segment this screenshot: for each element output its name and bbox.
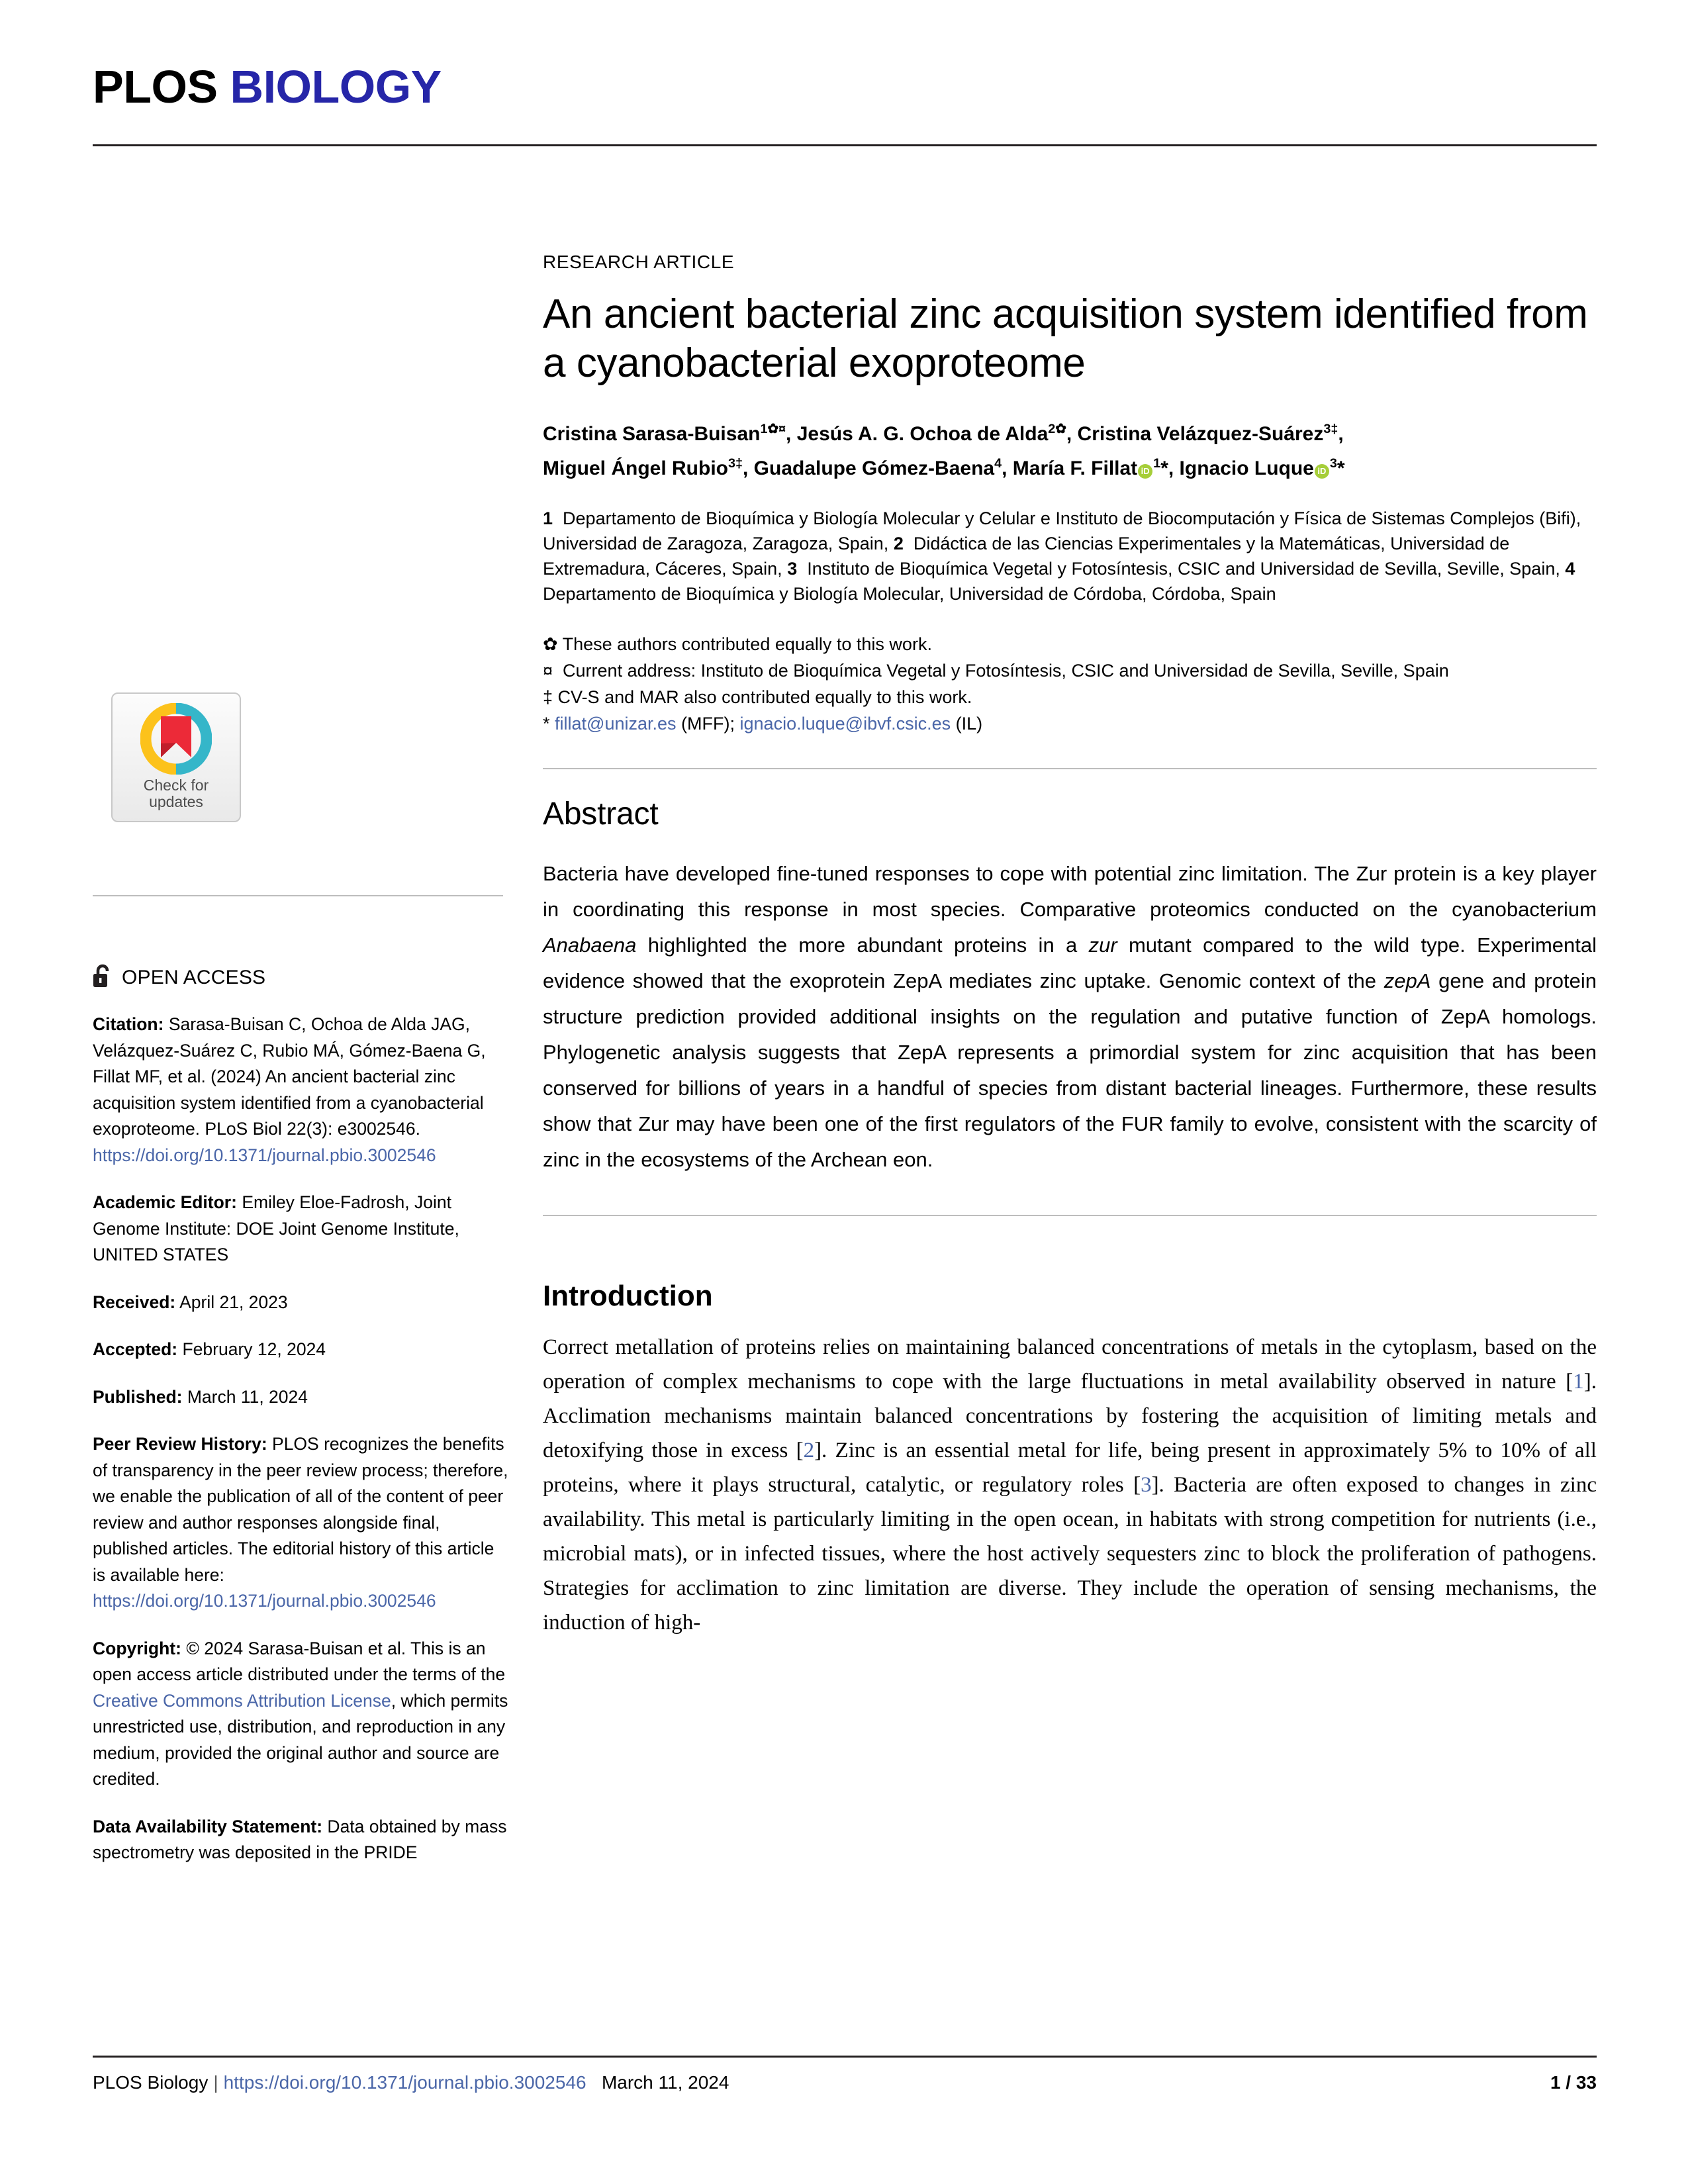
- peer-review-block: [93, 1431, 508, 1615]
- open-access-label: OPEN ACCESS: [122, 966, 266, 988]
- footer-divider: [93, 2056, 1597, 2058]
- academic-editor-text: Emiley Eloe-Fadrosh, Joint Genome Institute: DOE Joint Genome Institute, UNITED STATES: [93, 1192, 459, 1264]
- affil-3-text: Instituto de Bioquímica Vegetal y Fotosíntesis, CSIC and Universidad de Sevilla, Seville, Spain,: [807, 559, 1560, 579]
- note-equal-contribution-text: These authors contributed equally to this work.: [562, 634, 932, 654]
- abstract-italic-zur: zur: [1088, 933, 1117, 957]
- introduction-paragraph: [543, 1330, 1597, 1640]
- crossmark-label: [144, 777, 209, 810]
- open-lock-icon: [93, 963, 113, 992]
- logo-journal-text: BIOLOGY: [230, 61, 442, 113]
- author-sep-7: *: [1336, 457, 1345, 479]
- citation-ref-3[interactable]: 3: [1141, 1473, 1152, 1497]
- footer-separator: |: [213, 2072, 218, 2093]
- author-sep-5[interactable]: , María F. Fillat: [1002, 457, 1138, 479]
- author-5-sup: 4: [994, 456, 1002, 471]
- copyright-text-a: © 2024 Sarasa-Buisan et al. This is an open access article distributed under the terms of the: [93, 1638, 506, 1684]
- introduction-heading: Introduction: [543, 1280, 713, 1312]
- sidebar-divider: [93, 895, 503, 896]
- citation-block: [93, 1012, 508, 1168]
- received-date: April 21, 2023: [175, 1292, 288, 1312]
- author-list: [543, 414, 1597, 483]
- data-availability-text: Data obtained by mass spectrometry was deposited in the PRIDE: [93, 1816, 507, 1862]
- peer-review-text: PLOS recognizes the benefits of transparency in the peer review process; therefore, we enable the publication of all of the content of peer review and author responses alongside final, published articles. The editorial history of this article is available here:: [93, 1434, 508, 1585]
- abstract-seg-1: Bacteria have developed fine-tuned responses to cope with potential zinc limitation. The Zur protein is a key player in coordinating this response in most species. Comparative proteomics conducted on the cyanobacterium: [543, 862, 1597, 921]
- author-sep-6[interactable]: *, Ignacio Luque: [1160, 457, 1314, 479]
- accepted-date: February 12, 2024: [177, 1339, 326, 1359]
- plos-biology-logo[interactable]: [93, 61, 1595, 113]
- author-2-sup: 2✿: [1048, 422, 1066, 436]
- footer-journal-name: PLOS Biology: [93, 2072, 209, 2093]
- author-sep-4[interactable]: , Guadalupe Gómez-Baena: [743, 457, 995, 479]
- peer-review-link[interactable]: https://doi.org/10.1371/journal.pbio.3002546: [93, 1591, 436, 1611]
- author-6-sup: 1: [1153, 456, 1161, 471]
- abstract-seg-4: gene and protein structure prediction provided additional insights on the regulation and putative function of ZepA homologs. Phylogenetic analysis suggests that ZepA represents a primordial system for zinc acquisition that has been conserved for billions of years in a handful of species from distant bacterial lineages. Furthermore, these results show that Zur may have been one of the first regulators of the FUR family to evolve, consistent with the scarcity of zinc in the ecosystems of the Archean eon.: [543, 969, 1597, 1171]
- accepted-block: [93, 1337, 508, 1363]
- affil-4-num: 4: [1565, 559, 1575, 579]
- affil-2-text: Didáctica de las Ciencias Experimentales y la Matemáticas, Universidad de Extremadura, Cáceres, Spain,: [543, 534, 1510, 579]
- crossmark-icon: [140, 703, 212, 775]
- abstract-heading: Abstract: [543, 796, 659, 831]
- note-symbol-ddagger: ‡: [543, 687, 553, 707]
- data-availability-label: Data Availability Statement:: [93, 1816, 323, 1836]
- copyright-block: [93, 1636, 508, 1793]
- citation-text: Sarasa-Buisan C, Ochoa de Alda JAG, Velázquez-Suárez C, Rubio MÁ, Gómez-Baena G, Fillat MF, et al. (2024) An ancient bacterial zinc acquisition system identified from a cyanobacterial exoproteome. PLoS Biol 22(3): e3002546.: [93, 1014, 486, 1139]
- author-sep-2[interactable]: , Cristina Velázquez-Suárez: [1066, 423, 1324, 445]
- affil-1-num: 1: [543, 508, 553, 528]
- page-footer: [93, 2072, 1597, 2093]
- affil-2-num: 2: [893, 534, 904, 553]
- logo-plos-text: PLOS: [93, 61, 218, 113]
- note-current-address-text: Current address: Instituto de Bioquímica Vegetal y Fotosíntesis, CSIC and Universidad de Sevilla, Seville, Spain: [563, 661, 1449, 681]
- copyright-text-b: , which permits unrestricted use, distribution, and reproduction in any medium, provided the original author and source are credited.: [93, 1690, 508, 1789]
- footer-date: March 11, 2024: [601, 2072, 729, 2093]
- crossmark-line2: updates: [149, 793, 203, 810]
- page-title: An ancient bacterial zinc acquisition system identified from a cyanobacterial exoproteome: [543, 291, 1588, 386]
- author-sep-3: ,: [1338, 423, 1344, 445]
- affil-1-text: Departamento de Bioquímica y Biología Molecular y Celular e Instituto de Biocomputación y Física de Sistemas Complejos (Bifi), Universidad de Zaragoza, Zaragoza, Spain,: [543, 508, 1581, 553]
- author-sep-1[interactable]: , Jesús A. G. Ochoa de Alda: [786, 423, 1049, 445]
- accepted-label: Accepted:: [93, 1339, 178, 1359]
- received-block: [93, 1290, 508, 1316]
- affil-4-text: Departamento de Bioquímica y Biología Molecular, Universidad de Córdoba, Córdoba, Spain: [543, 584, 1276, 604]
- author-1-name[interactable]: Cristina Sarasa-Buisan: [543, 423, 761, 445]
- abstract-divider-bottom: [543, 1215, 1597, 1216]
- citation-doi-link[interactable]: https://doi.org/10.1371/journal.pbio.3002546: [93, 1145, 436, 1165]
- masthead: [93, 61, 1595, 113]
- footer-page-number: 1 / 33: [1550, 2072, 1597, 2093]
- citation-ref-1[interactable]: 1: [1573, 1370, 1584, 1394]
- email-1-initials: (MFF);: [681, 714, 735, 734]
- footer-left: [93, 2072, 729, 2093]
- article-metadata: [93, 1012, 508, 1887]
- note-current-address: [543, 658, 1597, 683]
- note-equal-contribution-2: [543, 685, 1597, 710]
- data-availability-block: [93, 1814, 508, 1866]
- note-symbol-asterisk: *: [543, 714, 550, 734]
- abstract-italic-zepa: zepA: [1383, 969, 1431, 992]
- footer-doi-link[interactable]: https://doi.org/10.1371/journal.pbio.3002546: [223, 2072, 586, 2093]
- intro-seg-3: ]. Zinc is an essential metal for life, being present in approximately 5% to 10% of all proteins, where it plays structural, catalytic, or regulatory roles [: [543, 1439, 1597, 1497]
- masthead-divider: [93, 144, 1597, 146]
- note-symbol-currency: ¤: [543, 661, 553, 681]
- orcid-icon[interactable]: iD: [1315, 464, 1329, 479]
- main-column: [543, 252, 1597, 1640]
- crossmark-badge[interactable]: [111, 692, 241, 822]
- open-access-block: [93, 963, 503, 992]
- author-1-sup: 1✿¤: [760, 422, 786, 436]
- peer-review-label: Peer Review History:: [93, 1434, 267, 1454]
- published-label: Published:: [93, 1386, 183, 1407]
- citation-ref-2[interactable]: 2: [803, 1439, 815, 1462]
- crossmark-line1: Check for: [143, 777, 209, 794]
- abstract-italic-anabaena: Anabaena: [543, 933, 637, 957]
- intro-seg-2: ]. Acclimation mechanisms maintain balanced concentrations by fostering the acquisition of limiting metals and detoxifying those in excess [: [543, 1370, 1597, 1462]
- intro-seg-4: ]. Bacteria are often exposed to changes in zinc availability. This metal is particularly limiting in the open ocean, in habitats with strong competition for nutrients (i.e., microbial mats), or in infected tissues, where the host actively sequesters zinc to block the proliferation of pathogens. Strategies for acclimation to zinc limitation are diverse. They include the operation of sensing mechanisms, the induction of high-: [543, 1473, 1597, 1635]
- published-date: March 11, 2024: [182, 1386, 308, 1407]
- academic-editor-block: [93, 1190, 508, 1268]
- academic-editor-label: Academic Editor:: [93, 1192, 237, 1212]
- author-7-sup: 3: [1329, 456, 1337, 471]
- note-symbol-flower: ✿: [543, 634, 558, 654]
- author-3-sup: 3‡: [1323, 422, 1338, 436]
- abstract-seg-2: highlighted the more abundant proteins in a: [636, 933, 1089, 957]
- intro-seg-1: Correct metallation of proteins relies on maintaining balanced concentrations of metals in the cytoplasm, based on the operation of complex mechanisms to cope with the large fluctuations in metal availability observed in nature [: [543, 1335, 1597, 1394]
- abstract-divider-top: [543, 768, 1597, 769]
- email-link-fillat[interactable]: fillat@unizar.es: [555, 714, 677, 734]
- citation-label: Citation:: [93, 1014, 164, 1034]
- copyright-label: Copyright:: [93, 1638, 181, 1658]
- orcid-icon[interactable]: iD: [1138, 464, 1152, 479]
- note-equal-contribution: [543, 632, 1597, 657]
- note-equal-contribution-2-text: CV-S and MAR also contributed equally to this work.: [557, 687, 972, 707]
- published-block: [93, 1384, 508, 1411]
- email-link-luque[interactable]: ignacio.luque@ibvf.csic.es: [739, 714, 951, 734]
- abstract-text: [543, 856, 1597, 1178]
- author-4-name[interactable]: Miguel Ángel Rubio: [543, 457, 728, 479]
- email-2-initials: (IL): [955, 714, 983, 734]
- affil-3-num: 3: [787, 559, 798, 579]
- cc-license-link[interactable]: Creative Commons Attribution License: [93, 1690, 391, 1711]
- received-label: Received:: [93, 1292, 176, 1312]
- author-4-sup: 3‡: [727, 456, 743, 471]
- affiliations: [543, 506, 1597, 606]
- note-corresponding-emails: [543, 711, 1597, 736]
- abstract-seg-3: mutant compared to the wild type. Experimental evidence showed that the exoprotein ZepA mediates zinc uptake. Genomic context of the: [543, 933, 1597, 992]
- author-notes: [543, 632, 1597, 736]
- article-type-kicker: RESEARCH ARTICLE: [543, 252, 735, 272]
